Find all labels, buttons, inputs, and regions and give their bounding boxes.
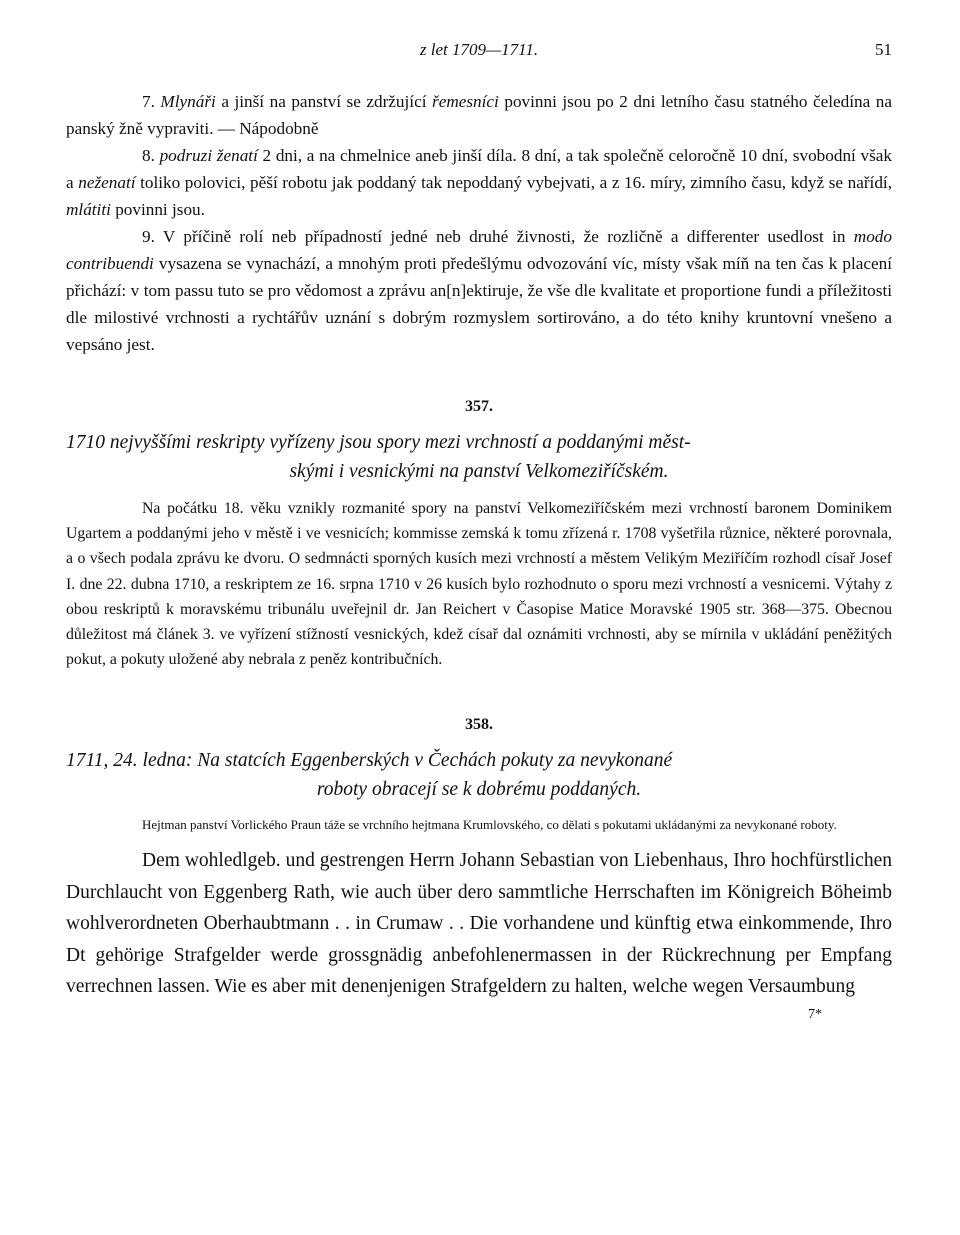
paragraph-7-text-2: povinni jsou po 2 dni letního času statného čeledína na panský žně vypraviti. — Nápodobně (66, 92, 892, 138)
emphasis-married-cottagers: podruzi ženatí (159, 146, 258, 165)
paragraph-9 (66, 223, 892, 358)
emphasis-unmarried: neženatí (78, 173, 136, 192)
page-number: 51 (875, 40, 892, 59)
paragraph-8 (66, 142, 892, 223)
document-358-regest: Hejtman panství Vorlického Praun táže se vrchního hejtmana Krumlovského, co dělati s pokutami ukládanými za nevykonané roboty. (142, 817, 837, 833)
emphasis-millers: Mlynáři (160, 92, 216, 111)
page-header (66, 40, 892, 68)
paragraph-9-text-1: 9. V příčině rolí neb případností jedné neb druhé živnosti, že rozličně a differenter usedlost in (142, 227, 854, 246)
heading-358-line-2: roboty obracejí se k dobrému poddaných. (316, 779, 642, 801)
document-358-letter: Dem wohledlgeb. und gestrengen Herrn Johann Sebastian von Liebenhaus, Ihro hochfürstlichen Durchlaucht von Eggenberg Rath, wie auch über dero sammtliche Herrschaften im Königreich Böheimb wohlverordneten Oberhaubtmann . . in Crumaw . . Die vorhandene und künftig etwa einkommende, Ihro Dt gehörige Strafgelder werde grossgnädig anbefohlenermassen in der Rückrechnung per Empfang verrechnen lassen. Wie es aber mit denenjenigen Strafgeldern zu halten, welche wegen Versaumbung (66, 850, 892, 998)
paragraph-7-text-1: a jinší na panství se zdržující (215, 92, 432, 111)
document-heading-358 (66, 746, 892, 804)
paragraph-8-text-3: povinni jsou. (110, 200, 205, 219)
signature-mark: 7* (808, 1006, 822, 1022)
heading-357-line-2: skými i vesnickými na panství Velkomeziříčském. (289, 461, 669, 482)
document-357-body: Na počátku 18. věku vznikly rozmanité spory na panství Velkomeziříčském mezi vrchností baronem Dominikem Ugartem a poddanými jeho v městě i ve vesnicích; kommisse zemská k tomu zřízená r. 1708 vyšetřila různice, některé porovnala, a o všech podala zprávu ke dvoru. O sedmnácti sporných kusích mezi vrchností a městem Velikým Meziříčím rozhodl císař Josef I. dne 22. dubna 1710, a reskriptem ze 16. srpna 1710 v 26 kusích bylo rozhodnuto o sporu mezi vrchností a vesnicemi. Výtahy z obou reskriptů k moravskému tribunálu uveřejnil dr. Jan Reichert v Časopise Matice Moravské 1905 str. 368—375. Obecnou důležitost má článek 3. ve vyřízení stížností vesnických, kdež císař dal oznámiti vrchnosti, aby se mírnila v ukládání peněžitých pokut, a pokuty uložené aby nebrala z peněz kontribučních. (66, 500, 892, 669)
article-continuation (66, 88, 892, 358)
heading-358-line-1: 1711, 24. ledna: Na statcích Eggenberských v Čechách pokuty za nevykonané (66, 750, 673, 772)
running-title: z let 1709—1711. (419, 40, 539, 59)
paragraph-8-text-2: toliko polovici, pěší robotu jak poddaný tak nepoddaný vybejvati, a z 16. míry, zimního času, když se nařídí, (135, 173, 892, 192)
emphasis-craftsmen: řemesníci (432, 92, 499, 111)
document-number-357: 357. (465, 398, 493, 415)
paragraph-9-text-2: vysazena se vynachází, a mnohým proti předešlýmu odvozování víc, místy však míň na ten čas k placení přichází: v tom passu tuto se pro vědomost a zprávu an[n]ektiruje, že vše dle kvalitate et proportione fundi a příležitosti dle milostivé vrchnosti a rychtářův uznání s dobrým rozmyslem sortirováno, a do této knihy kruntovní vnešeno a vepsáno jest. (66, 254, 892, 354)
paragraph-8-number: 8. (142, 146, 155, 165)
emphasis-modo-contribuendi: modo contribuendi (66, 227, 892, 273)
paragraph-7-number: 7. (142, 92, 155, 111)
page (66, 40, 892, 1023)
document-number-358: 358. (465, 716, 493, 734)
document-heading-357 (66, 428, 892, 486)
heading-357-line-1: 1710 nejvyššími reskripty vyřízeny jsou spory mezi vrchností a poddanými měst- (66, 432, 691, 453)
emphasis-threshing: mlátiti (66, 200, 111, 219)
paragraph-7 (66, 88, 892, 142)
paragraph-8-text-1: 2 dni, a na chmelnice aneb jinší díla. 8 dní, a tak společně celoročně 10 dní, svobodní však a (66, 146, 892, 192)
